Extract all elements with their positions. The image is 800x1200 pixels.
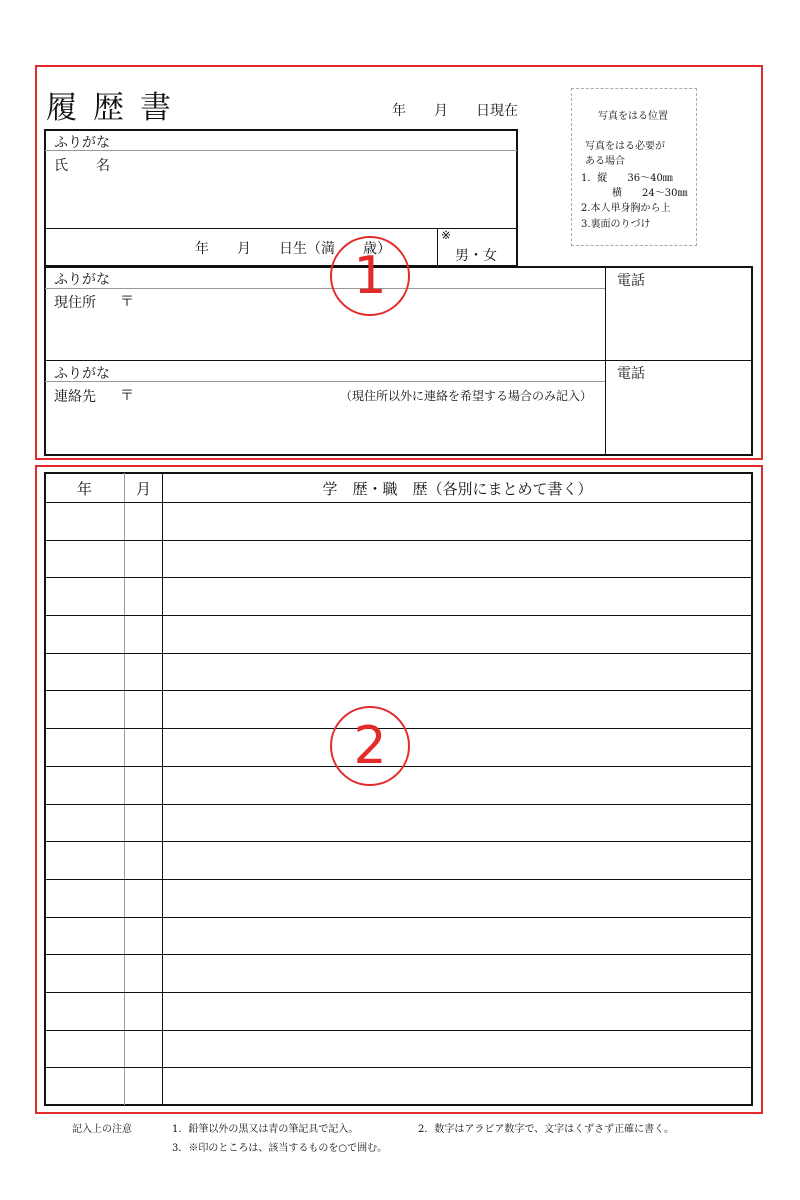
- footer-note-1: 1．鉛筆以外の黒又は青の筆記具で記入。: [172, 1124, 359, 1135]
- annotation-circle-1: [330, 236, 410, 316]
- address-contact-divider: [45, 360, 752, 361]
- address-label: 現住所: [54, 295, 96, 311]
- history-row[interactable]: [45, 805, 752, 841]
- address-postal-mark: 〒: [120, 294, 134, 310]
- annotation-number-1: 1: [353, 246, 387, 306]
- history-row[interactable]: [45, 842, 752, 878]
- name-label: 氏 名: [54, 158, 110, 174]
- annotation-circle-2: [330, 706, 410, 786]
- photo-line-2: ある場合: [585, 156, 625, 167]
- photo-title: 写真をはる位置: [598, 111, 668, 122]
- history-row[interactable]: [45, 1031, 752, 1067]
- name-furigana-label: ふりがな: [54, 135, 110, 151]
- photo-line-5: 2.本人単身胸から上: [581, 203, 671, 214]
- contact-furigana-divider: [45, 381, 605, 382]
- contact-phone-label: 電話: [617, 366, 645, 382]
- contact-furigana-label: ふりがな: [54, 366, 110, 382]
- document-title: 履歴書: [46, 90, 187, 126]
- photo-line-1: 写真をはる必要が: [585, 141, 665, 152]
- phone-divider: [605, 267, 606, 455]
- gender-divider: [437, 228, 438, 266]
- address-phone-label: 電話: [617, 273, 645, 289]
- history-row[interactable]: [45, 918, 752, 954]
- contact-postal-mark: 〒: [120, 388, 134, 404]
- footer-label: 記入上の注意: [72, 1124, 132, 1135]
- footer-note-3: 3．※印のところは、該当するものを○で囲む。: [172, 1143, 388, 1154]
- photo-line-4: 横 24〜30㎜: [612, 188, 688, 199]
- date-current-label: 年 月 日現在: [392, 103, 518, 119]
- history-row[interactable]: [45, 578, 752, 614]
- history-row[interactable]: [45, 1068, 752, 1104]
- gender-label: 男・女: [455, 248, 497, 264]
- photo-placeholder: [571, 88, 697, 246]
- history-row[interactable]: [45, 616, 752, 652]
- history-row[interactable]: [45, 880, 752, 916]
- history-row[interactable]: [45, 654, 752, 690]
- birth-date-label: 年 月 日生（満 歳）: [195, 241, 391, 257]
- history-row[interactable]: [45, 955, 752, 991]
- photo-line-6: 3.裏面のりづけ: [581, 219, 651, 230]
- history-row[interactable]: [45, 541, 752, 577]
- address-furigana-label: ふりがな: [54, 272, 110, 288]
- note-mark: ※: [441, 228, 452, 242]
- contact-note: （現住所以外に連絡を希望する場合のみ記入）: [340, 389, 593, 403]
- history-col-detail: 学 歴・職 歴（各別にまとめて書く）: [322, 480, 593, 498]
- address-furigana-divider: [45, 288, 605, 289]
- contact-label: 連絡先: [54, 389, 96, 405]
- name-field[interactable]: [140, 160, 510, 220]
- history-row[interactable]: [45, 503, 752, 539]
- history-row[interactable]: [45, 993, 752, 1029]
- photo-line-3: 1．縦 36〜40㎜: [581, 173, 673, 184]
- history-col-year: 年: [76, 480, 92, 498]
- history-col-month: 月: [135, 480, 151, 498]
- annotation-number-2: 2: [353, 716, 387, 776]
- furigana-divider: [45, 150, 517, 151]
- footer-note-2: 2．数字はアラビア数字で、文字はくずさず正確に書く。: [418, 1124, 674, 1135]
